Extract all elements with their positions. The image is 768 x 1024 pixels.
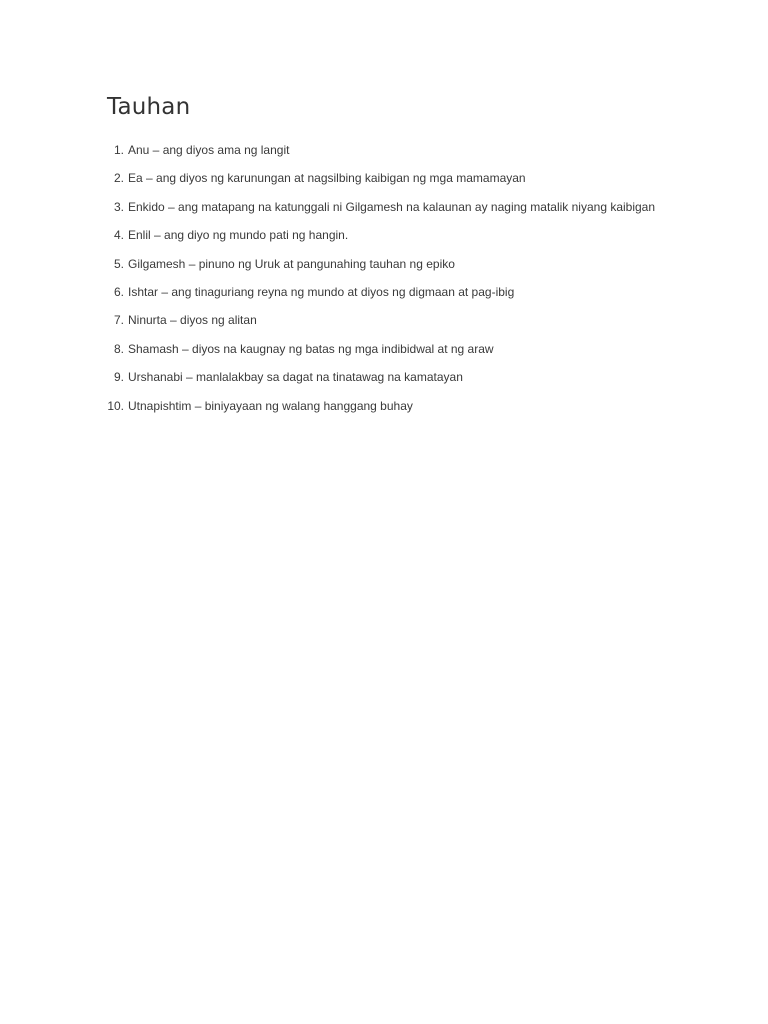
list-item <box>104 250 724 278</box>
list-item-number: 4. <box>113 228 124 243</box>
list-item-text: Gilgamesh – pinuno ng Uruk at pangunahing tauhan ng epiko <box>128 256 455 271</box>
list-item-number: 7. <box>113 313 124 328</box>
list-item-number: 5. <box>113 256 124 271</box>
list-item-text: Utnapishtim – biniyayaan ng walang hanggang buhay <box>128 398 413 413</box>
list-item <box>104 278 724 306</box>
list-item <box>104 392 724 420</box>
list-item-number: 3. <box>113 199 124 214</box>
list-item-text: Ninurta – diyos ng alitan <box>128 313 257 328</box>
list-item-number: 8. <box>113 341 124 356</box>
list-item-number: 2. <box>113 171 124 186</box>
list-item-text: Enkido – ang matapang na katunggali ni Gilgamesh na kalaunan ay naging matalik niyang kaibigan <box>128 199 656 214</box>
list-item-text: Urshanabi – manlalakbay sa dagat na tinatawag na kamatayan <box>128 370 463 385</box>
list-item-text: Ishtar – ang tinaguriang reyna ng mundo at diyos ng digmaan at pag-ibig <box>128 284 515 299</box>
list-item-number: 10. <box>107 398 124 413</box>
list-item-number: 1. <box>113 143 124 157</box>
list-item-text: Ea – ang diyos ng karunungan at nagsilbing kaibigan ng mga mamamayan <box>128 171 526 186</box>
list-item-number: 6. <box>113 284 124 299</box>
list-item-number: 9. <box>113 370 124 385</box>
page-title: Tauhan <box>107 94 191 120</box>
list-item <box>104 221 724 249</box>
list-item <box>104 306 724 334</box>
character-list <box>104 136 724 420</box>
list-item <box>104 164 724 192</box>
list-item <box>104 363 724 391</box>
list-item <box>104 136 724 164</box>
list-item <box>104 335 724 363</box>
list-item <box>104 193 724 221</box>
list-item-text: Anu – ang diyos ama ng langit <box>128 143 290 157</box>
list-item-text: Enlil – ang diyo ng mundo pati ng hangin. <box>128 228 349 243</box>
list-item-text: Shamash – diyos na kaugnay ng batas ng mga indibidwal at ng araw <box>128 341 494 356</box>
